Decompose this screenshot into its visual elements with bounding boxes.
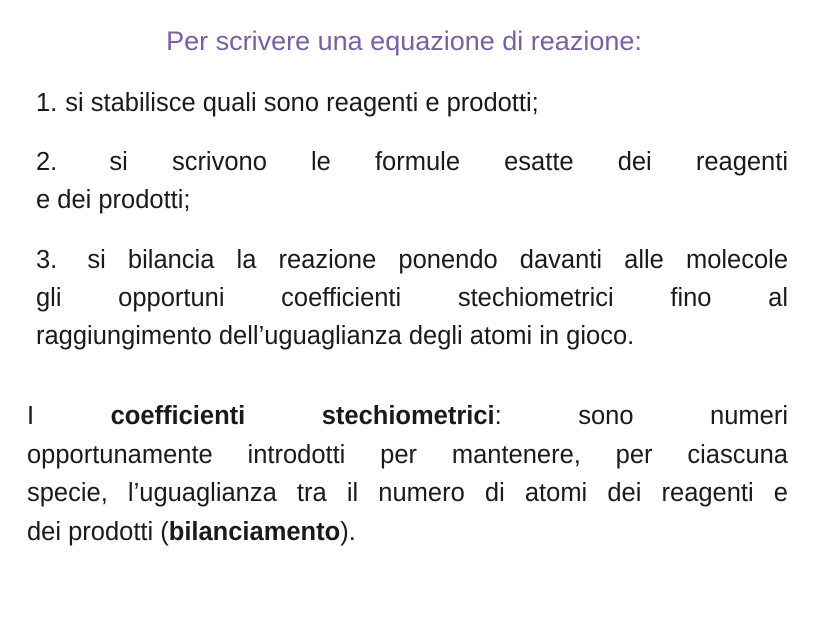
definition-line-4-term: bilanciamento xyxy=(168,517,341,546)
step-2-line-1 xyxy=(36,143,788,181)
step-2-line-2: e dei prodotti; xyxy=(36,186,191,214)
definition-line-1-rest: : sono numeri xyxy=(494,402,788,430)
step-3-number: 3. xyxy=(36,246,58,274)
definition-line-1 xyxy=(27,397,788,436)
definition-line-4-after: ). xyxy=(340,517,356,546)
step-1-text: si stabilisce quali sono reagenti e prodotti; xyxy=(65,89,539,117)
slide-title: Per scrivere una equazione di reazione: xyxy=(166,26,642,56)
definition-line-2: opportunamente introdotti per mantenere, per ciascuna xyxy=(27,440,788,469)
definition-prefix: I xyxy=(27,402,35,430)
step-2 xyxy=(36,143,788,219)
step-3 xyxy=(36,241,788,355)
step-3-line-3: raggiungimento dell’uguaglianza degli atomi in gioco. xyxy=(36,322,635,350)
step-3-line-1 xyxy=(36,241,788,279)
definition-line-3: specie, l’uguaglianza tra il numero di atomi dei reagenti e xyxy=(27,479,788,507)
definition-paragraph xyxy=(27,397,788,551)
step-2-number: 2. xyxy=(36,148,58,176)
step-2-line-1-text: si scrivono le formule esatte dei reagenti xyxy=(109,148,788,176)
step-1 xyxy=(36,84,788,122)
definition-term: coefficienti stechiometrici xyxy=(110,402,495,430)
definition-line-4 xyxy=(27,513,788,552)
definition-line-4-before: dei prodotti ( xyxy=(27,517,169,546)
step-3-line-1-text: si bilancia la reazione ponendo davanti alle molecole xyxy=(87,246,789,274)
step-1-number: 1. xyxy=(36,89,58,117)
step-3-line-2: gli opportuni coefficienti stechiometrici fino al xyxy=(36,284,788,312)
